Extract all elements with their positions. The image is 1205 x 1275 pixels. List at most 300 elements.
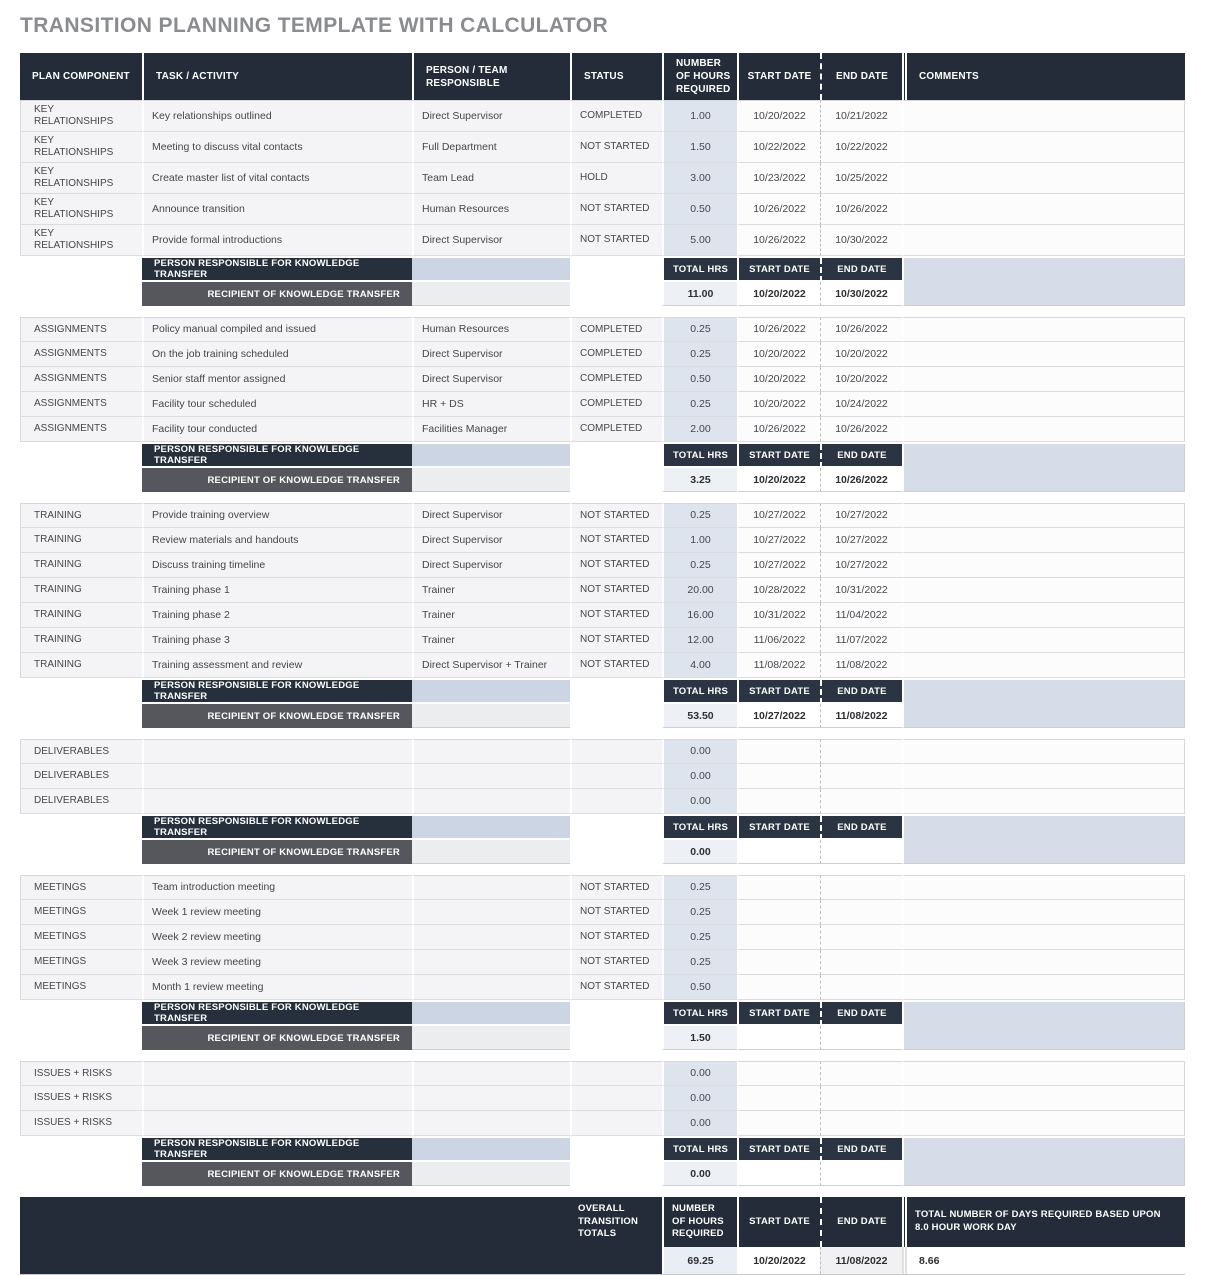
summary-start-date-header: START DATE (737, 444, 820, 468)
cell-task-activity (142, 1111, 412, 1136)
overall-totals-footer (20, 1197, 1185, 1275)
table-row (20, 875, 1185, 900)
cell-comments (902, 367, 1185, 392)
total-hrs-header: TOTAL HRS (662, 816, 737, 840)
cell-plan-component: TRAINING (20, 553, 142, 578)
cell-person-responsible: Full Department (412, 132, 570, 163)
cell-plan-component: MEETINGS (20, 875, 142, 900)
knowledge-transfer-person-row (20, 258, 1185, 282)
person-responsible-bar: PERSON RESPONSIBLE FOR KNOWLEDGE TRANSFER (142, 258, 412, 282)
knowledge-transfer-recipient-row (20, 1026, 1185, 1050)
cell-plan-component: DELIVERABLES (20, 789, 142, 814)
knowledge-transfer-recipient-row (20, 468, 1185, 492)
cell-status: NOT STARTED (570, 950, 662, 975)
footer-days-value: 8.66 (902, 1247, 1185, 1274)
cell-start-date: 10/20/2022 (737, 367, 820, 392)
cell-comments (902, 628, 1185, 653)
table-row (20, 225, 1185, 256)
cell-status: NOT STARTED (570, 925, 662, 950)
cell-comments (902, 900, 1185, 925)
spacer-cell (570, 258, 662, 282)
cell-person-responsible: Direct Supervisor (412, 553, 570, 578)
cell-person-responsible: Trainer (412, 578, 570, 603)
cell-plan-component: TRAINING (20, 653, 142, 678)
cell-plan-component: MEETINGS (20, 900, 142, 925)
section-assignments (20, 317, 1185, 492)
person-responsible-bar: PERSON RESPONSIBLE FOR KNOWLEDGE TRANSFER (142, 444, 412, 468)
cell-start-date: 11/06/2022 (737, 628, 820, 653)
cell-hours-required: 0.25 (662, 950, 737, 975)
cell-task-activity: Training assessment and review (142, 653, 412, 678)
spacer-cell (570, 704, 662, 728)
spacer-cell (570, 1002, 662, 1026)
summary-comments-cell (902, 282, 1185, 306)
cell-end-date (820, 789, 902, 814)
recipient-input-cell (412, 468, 570, 492)
cell-end-date: 10/24/2022 (820, 392, 902, 417)
cell-status: NOT STARTED (570, 900, 662, 925)
header-comments: COMMENTS (902, 53, 1185, 100)
cell-hours-required: 2.00 (662, 417, 737, 442)
knowledge-transfer-person-row (20, 444, 1185, 468)
cell-plan-component: TRAINING (20, 503, 142, 528)
cell-task-activity: Week 3 review meeting (142, 950, 412, 975)
cell-task-activity: Provide training overview (142, 503, 412, 528)
cell-comments (902, 553, 1185, 578)
cell-start-date: 10/20/2022 (737, 100, 820, 132)
spacer-cell (20, 282, 142, 306)
cell-status: NOT STARTED (570, 194, 662, 225)
footer-end-date-header: END DATE (820, 1197, 902, 1247)
total-hrs-value: 0.00 (662, 840, 737, 864)
summary-start-date-header: START DATE (737, 1002, 820, 1026)
summary-comments-cell (902, 258, 1185, 282)
spacer-cell (570, 444, 662, 468)
header-end-date: END DATE (820, 53, 902, 100)
summary-comments-cell (902, 680, 1185, 704)
cell-hours-required: 0.50 (662, 194, 737, 225)
header-number-of-hours-required: NUMBER OF HOURS REQUIRED (662, 53, 737, 100)
cell-task-activity: On the job training scheduled (142, 342, 412, 367)
cell-hours-required: 5.00 (662, 225, 737, 256)
recipient-bar: RECIPIENT OF KNOWLEDGE TRANSFER (142, 1162, 412, 1186)
summary-end-date-value (820, 840, 902, 864)
cell-comments (902, 1061, 1185, 1086)
total-hrs-header: TOTAL HRS (662, 258, 737, 282)
cell-status (570, 1086, 662, 1111)
cell-status: NOT STARTED (570, 553, 662, 578)
recipient-bar: RECIPIENT OF KNOWLEDGE TRANSFER (142, 1026, 412, 1050)
cell-start-date: 10/26/2022 (737, 417, 820, 442)
knowledge-transfer-recipient-row (20, 282, 1185, 306)
cell-end-date (820, 1111, 902, 1136)
cell-hours-required: 0.25 (662, 317, 737, 342)
cell-plan-component: ASSIGNMENTS (20, 417, 142, 442)
cell-comments (902, 950, 1185, 975)
cell-comments (902, 194, 1185, 225)
total-hrs-value: 3.25 (662, 468, 737, 492)
summary-end-date-value: 11/08/2022 (820, 704, 902, 728)
cell-person-responsible (412, 925, 570, 950)
summary-start-date-header: START DATE (737, 816, 820, 840)
table-row (20, 578, 1185, 603)
table-row (20, 739, 1185, 764)
cell-start-date (737, 900, 820, 925)
spacer-cell (20, 1138, 142, 1162)
cell-person-responsible: HR + DS (412, 392, 570, 417)
recipient-bar: RECIPIENT OF KNOWLEDGE TRANSFER (142, 840, 412, 864)
cell-plan-component: KEY RELATIONSHIPS (20, 163, 142, 194)
cell-person-responsible: Facilities Manager (412, 417, 570, 442)
person-responsible-input-cell (412, 816, 570, 840)
cell-end-date: 10/21/2022 (820, 100, 902, 132)
cell-end-date: 10/25/2022 (820, 163, 902, 194)
cell-end-date (820, 1086, 902, 1111)
cell-end-date (820, 950, 902, 975)
cell-start-date: 10/27/2022 (737, 503, 820, 528)
cell-plan-component: MEETINGS (20, 950, 142, 975)
cell-hours-required: 0.25 (662, 875, 737, 900)
footer-start-date-value: 10/20/2022 (737, 1247, 820, 1274)
cell-status: NOT STARTED (570, 653, 662, 678)
footer-filler (20, 1247, 662, 1274)
cell-hours-required: 0.25 (662, 503, 737, 528)
cell-status: NOT STARTED (570, 132, 662, 163)
recipient-bar: RECIPIENT OF KNOWLEDGE TRANSFER (142, 468, 412, 492)
cell-end-date (820, 875, 902, 900)
summary-end-date-header: END DATE (820, 680, 902, 704)
table-row (20, 503, 1185, 528)
cell-start-date: 10/27/2022 (737, 553, 820, 578)
cell-task-activity: Month 1 review meeting (142, 975, 412, 1000)
summary-comments-cell (902, 444, 1185, 468)
cell-hours-required: 1.00 (662, 528, 737, 553)
cell-end-date: 10/27/2022 (820, 503, 902, 528)
cell-person-responsible: Human Resources (412, 194, 570, 225)
table-row (20, 628, 1185, 653)
cell-end-date: 10/31/2022 (820, 578, 902, 603)
cell-hours-required: 0.25 (662, 900, 737, 925)
total-hrs-value: 53.50 (662, 704, 737, 728)
cell-end-date (820, 1061, 902, 1086)
cell-status: COMPLETED (570, 100, 662, 132)
cell-plan-component: MEETINGS (20, 925, 142, 950)
cell-plan-component: TRAINING (20, 578, 142, 603)
section-deliverables (20, 739, 1185, 864)
cell-start-date: 10/22/2022 (737, 132, 820, 163)
cell-plan-component: DELIVERABLES (20, 739, 142, 764)
summary-end-date-header: END DATE (820, 1002, 902, 1026)
cell-start-date (737, 875, 820, 900)
cell-status: COMPLETED (570, 392, 662, 417)
total-hrs-header: TOTAL HRS (662, 444, 737, 468)
cell-task-activity: Week 2 review meeting (142, 925, 412, 950)
spacer-cell (20, 840, 142, 864)
cell-status (570, 739, 662, 764)
cell-person-responsible: Trainer (412, 628, 570, 653)
cell-person-responsible (412, 789, 570, 814)
cell-plan-component: DELIVERABLES (20, 764, 142, 789)
section-training (20, 503, 1185, 728)
spacer-cell (20, 468, 142, 492)
cell-task-activity: Meeting to discuss vital contacts (142, 132, 412, 163)
cell-end-date: 10/22/2022 (820, 132, 902, 163)
recipient-input-cell (412, 704, 570, 728)
person-responsible-bar: PERSON RESPONSIBLE FOR KNOWLEDGE TRANSFER (142, 1002, 412, 1026)
cell-plan-component: ASSIGNMENTS (20, 392, 142, 417)
cell-end-date: 11/08/2022 (820, 653, 902, 678)
header-plan-component: PLAN COMPONENT (20, 53, 142, 100)
header-status: STATUS (570, 53, 662, 100)
cell-end-date: 11/07/2022 (820, 628, 902, 653)
cell-end-date: 10/26/2022 (820, 417, 902, 442)
cell-person-responsible: Direct Supervisor (412, 503, 570, 528)
table-row (20, 789, 1185, 814)
footer-days-header: TOTAL NUMBER OF DAYS REQUIRED BASED UPON 8.0 HOUR WORK DAY (902, 1197, 1185, 1247)
spacer-cell (570, 1162, 662, 1186)
cell-end-date: 10/30/2022 (820, 225, 902, 256)
cell-end-date: 11/04/2022 (820, 603, 902, 628)
cell-end-date: 10/27/2022 (820, 528, 902, 553)
knowledge-transfer-person-row (20, 680, 1185, 704)
cell-comments (902, 603, 1185, 628)
summary-end-date-value (820, 1162, 902, 1186)
cell-person-responsible: Human Resources (412, 317, 570, 342)
person-responsible-input-cell (412, 444, 570, 468)
cell-comments (902, 392, 1185, 417)
section-issues-risks (20, 1061, 1185, 1186)
cell-task-activity: Training phase 1 (142, 578, 412, 603)
summary-start-date-value (737, 840, 820, 864)
cell-comments (902, 417, 1185, 442)
cell-person-responsible (412, 900, 570, 925)
table-row (20, 900, 1185, 925)
cell-comments (902, 578, 1185, 603)
cell-comments (902, 739, 1185, 764)
spacer-cell (20, 1162, 142, 1186)
cell-person-responsible (412, 950, 570, 975)
recipient-input-cell (412, 282, 570, 306)
cell-task-activity (142, 1061, 412, 1086)
summary-end-date-value: 10/26/2022 (820, 468, 902, 492)
recipient-input-cell (412, 1162, 570, 1186)
cell-plan-component: TRAINING (20, 628, 142, 653)
table-row (20, 317, 1185, 342)
cell-comments (902, 1111, 1185, 1136)
summary-end-date-header: END DATE (820, 1138, 902, 1162)
recipient-input-cell (412, 1026, 570, 1050)
summary-comments-cell (902, 840, 1185, 864)
cell-hours-required: 1.50 (662, 132, 737, 163)
table-row (20, 132, 1185, 163)
cell-status: NOT STARTED (570, 578, 662, 603)
cell-end-date: 10/26/2022 (820, 317, 902, 342)
cell-end-date (820, 764, 902, 789)
cell-start-date: 10/20/2022 (737, 342, 820, 367)
cell-person-responsible: Direct Supervisor (412, 225, 570, 256)
total-hrs-header: TOTAL HRS (662, 1002, 737, 1026)
spacer-cell (20, 444, 142, 468)
cell-comments (902, 875, 1185, 900)
overall-totals-label: OVERALL TRANSITION TOTALS (570, 1197, 662, 1247)
cell-status: NOT STARTED (570, 603, 662, 628)
summary-comments-cell (902, 816, 1185, 840)
cell-status: NOT STARTED (570, 975, 662, 1000)
cell-person-responsible: Direct Supervisor + Trainer (412, 653, 570, 678)
cell-task-activity: Training phase 2 (142, 603, 412, 628)
total-hrs-value: 1.50 (662, 1026, 737, 1050)
cell-plan-component: ISSUES + RISKS (20, 1111, 142, 1136)
cell-hours-required: 0.25 (662, 342, 737, 367)
cell-person-responsible (412, 739, 570, 764)
table-row (20, 764, 1185, 789)
spacer-cell (570, 468, 662, 492)
cell-start-date (737, 739, 820, 764)
cell-hours-required: 0.25 (662, 392, 737, 417)
cell-start-date (737, 789, 820, 814)
cell-start-date: 10/23/2022 (737, 163, 820, 194)
cell-task-activity: Policy manual compiled and issued (142, 317, 412, 342)
cell-start-date: 10/20/2022 (737, 392, 820, 417)
cell-status: HOLD (570, 163, 662, 194)
summary-comments-cell (902, 468, 1185, 492)
summary-start-date-header: START DATE (737, 1138, 820, 1162)
spacer-cell (20, 1002, 142, 1026)
cell-plan-component: MEETINGS (20, 975, 142, 1000)
cell-task-activity: Discuss training timeline (142, 553, 412, 578)
cell-start-date (737, 925, 820, 950)
summary-end-date-header: END DATE (820, 444, 902, 468)
table-row (20, 163, 1185, 194)
section-key-relationships (20, 100, 1185, 306)
spacer-cell (570, 816, 662, 840)
person-responsible-input-cell (412, 258, 570, 282)
cell-comments (902, 925, 1185, 950)
cell-start-date: 10/26/2022 (737, 225, 820, 256)
cell-task-activity: Facility tour scheduled (142, 392, 412, 417)
summary-end-date-value: 10/30/2022 (820, 282, 902, 306)
spacer-cell (20, 258, 142, 282)
cell-plan-component: KEY RELATIONSHIPS (20, 100, 142, 132)
spacer-cell (570, 282, 662, 306)
cell-plan-component: ASSIGNMENTS (20, 342, 142, 367)
cell-comments (902, 653, 1185, 678)
cell-start-date: 10/31/2022 (737, 603, 820, 628)
cell-end-date (820, 925, 902, 950)
cell-hours-required: 0.00 (662, 789, 737, 814)
table-row (20, 528, 1185, 553)
footer-total-hours-value: 69.25 (662, 1247, 737, 1274)
cell-task-activity (142, 1086, 412, 1111)
page-title: TRANSITION PLANNING TEMPLATE WITH CALCULATOR (20, 14, 609, 37)
cell-start-date: 11/08/2022 (737, 653, 820, 678)
cell-hours-required: 0.50 (662, 975, 737, 1000)
table-row (20, 653, 1185, 678)
knowledge-transfer-recipient-row (20, 1162, 1185, 1186)
footer-hours-header: NUMBER OF HOURS REQUIRED (662, 1197, 737, 1247)
spacer-cell (20, 1026, 142, 1050)
cell-task-activity (142, 764, 412, 789)
spacer-cell (20, 816, 142, 840)
header-person-team-responsible: PERSON / TEAM RESPONSIBLE (412, 53, 570, 100)
table-row (20, 950, 1185, 975)
cell-start-date (737, 764, 820, 789)
cell-hours-required: 0.00 (662, 764, 737, 789)
table-row (20, 1086, 1185, 1111)
cell-end-date: 10/20/2022 (820, 367, 902, 392)
table-row (20, 975, 1185, 1000)
cell-person-responsible: Direct Supervisor (412, 528, 570, 553)
summary-end-date-header: END DATE (820, 258, 902, 282)
header-start-date: START DATE (737, 53, 820, 100)
cell-comments (902, 163, 1185, 194)
summary-start-date-value (737, 1162, 820, 1186)
table-row (20, 603, 1185, 628)
cell-hours-required: 12.00 (662, 628, 737, 653)
cell-comments (902, 100, 1185, 132)
table-row (20, 553, 1185, 578)
table-header-row (20, 53, 1185, 100)
cell-task-activity: Create master list of vital contacts (142, 163, 412, 194)
summary-end-date-header: END DATE (820, 816, 902, 840)
cell-start-date: 10/28/2022 (737, 578, 820, 603)
summary-start-date-value: 10/27/2022 (737, 704, 820, 728)
spacer-cell (570, 680, 662, 704)
knowledge-transfer-person-row (20, 1002, 1185, 1026)
table-body (20, 100, 1185, 1186)
footer-end-date-value: 11/08/2022 (820, 1247, 902, 1274)
cell-comments (902, 1086, 1185, 1111)
cell-person-responsible (412, 764, 570, 789)
cell-comments (902, 317, 1185, 342)
recipient-input-cell (412, 840, 570, 864)
summary-start-date-value (737, 1026, 820, 1050)
cell-person-responsible (412, 1086, 570, 1111)
cell-status (570, 1111, 662, 1136)
cell-person-responsible: Direct Supervisor (412, 100, 570, 132)
cell-start-date (737, 975, 820, 1000)
cell-start-date: 10/26/2022 (737, 194, 820, 225)
person-responsible-input-cell (412, 1002, 570, 1026)
table-row (20, 342, 1185, 367)
cell-comments (902, 132, 1185, 163)
cell-person-responsible: Direct Supervisor (412, 367, 570, 392)
cell-comments (902, 503, 1185, 528)
cell-hours-required: 0.00 (662, 1061, 737, 1086)
cell-comments (902, 225, 1185, 256)
cell-plan-component: ISSUES + RISKS (20, 1061, 142, 1086)
total-hrs-value: 0.00 (662, 1162, 737, 1186)
summary-comments-cell (902, 1162, 1185, 1186)
cell-status: NOT STARTED (570, 225, 662, 256)
person-responsible-bar: PERSON RESPONSIBLE FOR KNOWLEDGE TRANSFER (142, 816, 412, 840)
cell-person-responsible: Team Lead (412, 163, 570, 194)
cell-person-responsible (412, 1111, 570, 1136)
spacer-cell (570, 1026, 662, 1050)
cell-start-date: 10/27/2022 (737, 528, 820, 553)
cell-status (570, 1061, 662, 1086)
cell-comments (902, 764, 1185, 789)
cell-status: NOT STARTED (570, 875, 662, 900)
cell-status: NOT STARTED (570, 528, 662, 553)
recipient-bar: RECIPIENT OF KNOWLEDGE TRANSFER (142, 704, 412, 728)
recipient-bar: RECIPIENT OF KNOWLEDGE TRANSFER (142, 282, 412, 306)
cell-plan-component: TRAINING (20, 528, 142, 553)
cell-status (570, 764, 662, 789)
person-responsible-bar: PERSON RESPONSIBLE FOR KNOWLEDGE TRANSFER (142, 1138, 412, 1162)
header-task-activity: TASK / ACTIVITY (142, 53, 412, 100)
table-row (20, 194, 1185, 225)
